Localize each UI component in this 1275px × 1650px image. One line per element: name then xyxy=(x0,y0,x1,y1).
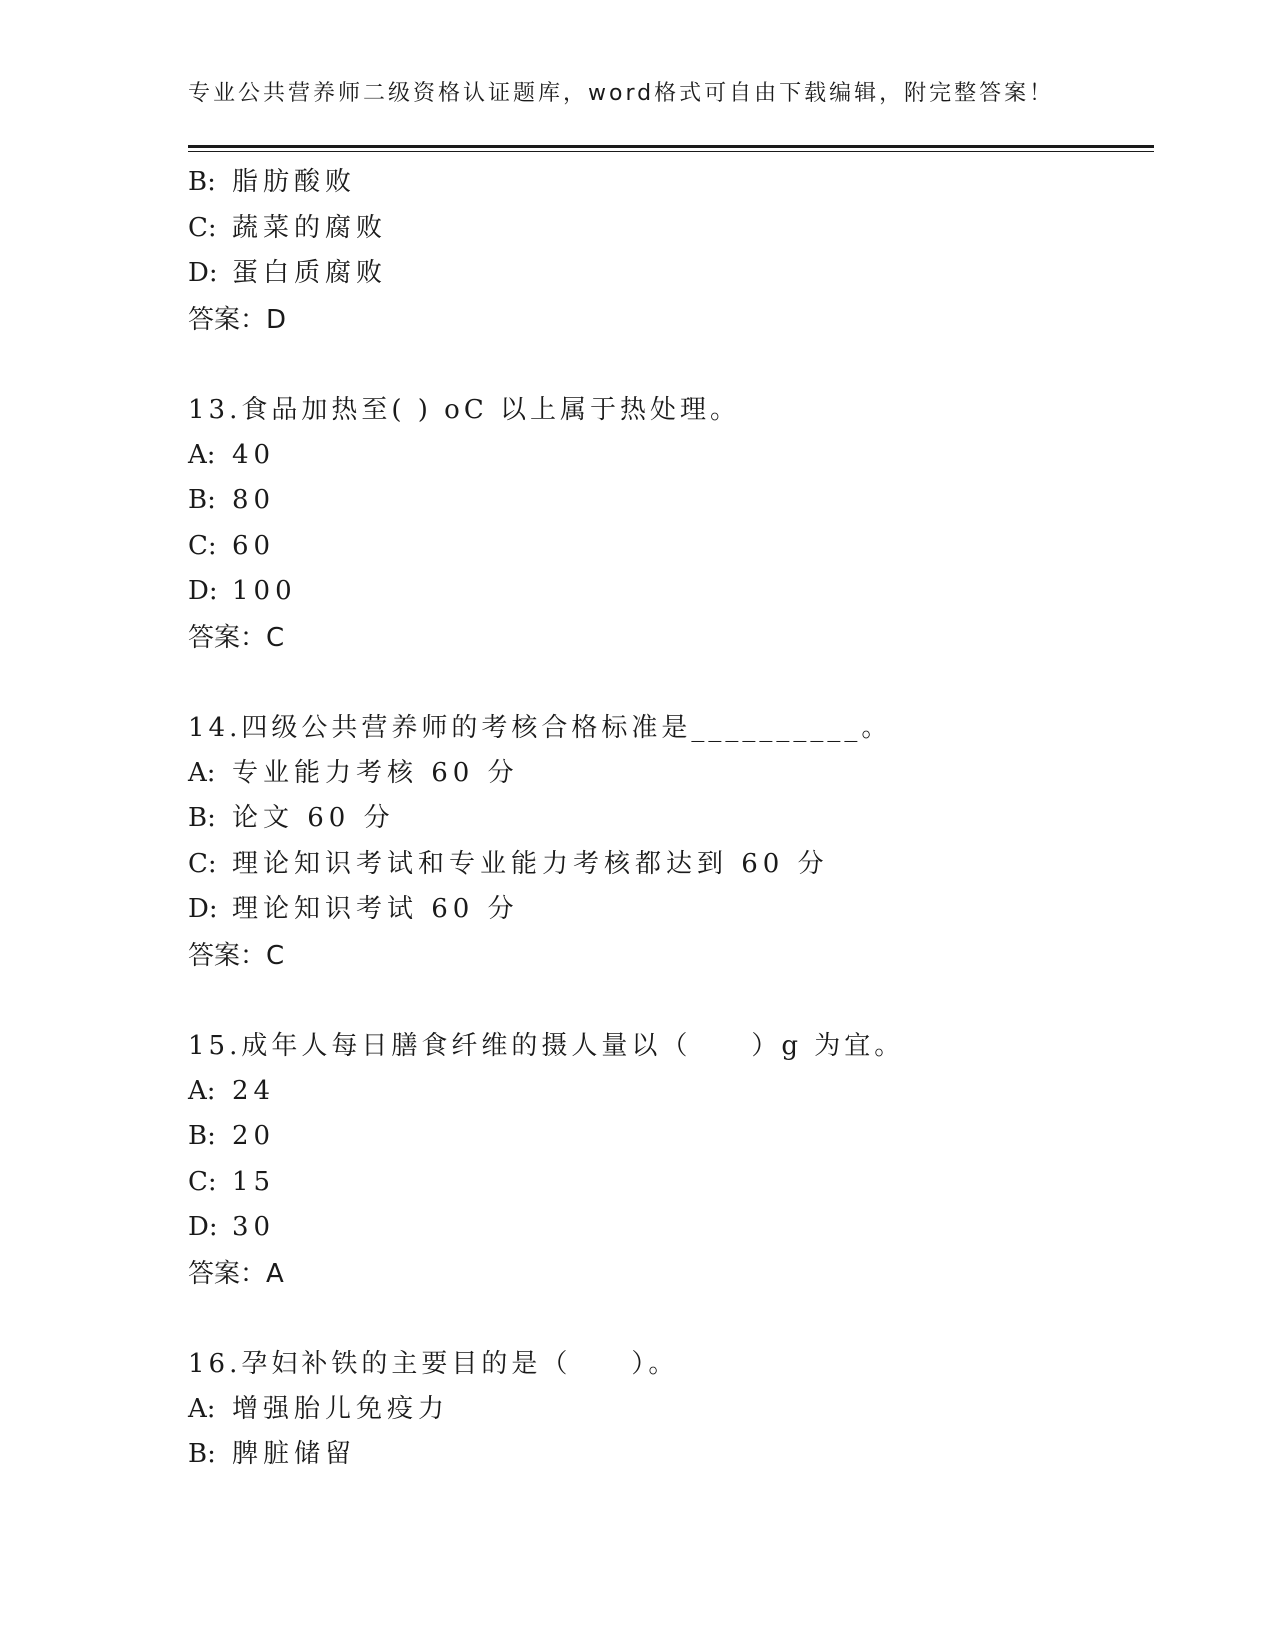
option-label: C: xyxy=(188,530,217,561)
spacer xyxy=(188,661,1154,705)
option-label: A: xyxy=(188,439,216,470)
spacer xyxy=(188,343,1154,387)
option-line xyxy=(188,1387,1154,1433)
option-label: A: xyxy=(188,757,216,788)
option-text: 30 xyxy=(232,1212,276,1242)
option-label: B: xyxy=(188,167,216,197)
option-line xyxy=(188,796,1154,842)
option-text: 15 xyxy=(232,1166,276,1197)
option-line xyxy=(188,1432,1154,1478)
question-stem: 14.四级公共营养师的考核合格标准是__________。 xyxy=(188,712,892,743)
option-text: 20 xyxy=(232,1121,276,1151)
option-line xyxy=(188,524,1154,570)
question-stem: 13.食品加热至( ) oC 以上属于热处理。 xyxy=(188,394,740,425)
option-text: 论文 60 分 xyxy=(232,803,395,833)
option-label: B: xyxy=(188,1439,216,1469)
option-line xyxy=(188,842,1154,888)
header-rule-thick xyxy=(188,145,1154,148)
option-label: C: xyxy=(188,212,217,243)
question-stem: 15.成年人每日膳食纤维的摄人量以（ ）g 为宜。 xyxy=(188,1030,905,1061)
option-line xyxy=(188,887,1154,933)
option-line xyxy=(188,206,1154,252)
option-label: A: xyxy=(188,1075,216,1106)
option-text: 脾脏储留 xyxy=(232,1439,357,1469)
answer-line: 答案：C xyxy=(188,622,285,653)
option-text: 蔬菜的腐败 xyxy=(232,212,388,243)
option-text: 脂肪酸败 xyxy=(232,167,357,197)
option-label: D: xyxy=(188,576,218,606)
option-text: 专业能力考核 60 分 xyxy=(232,757,519,788)
option-label: B: xyxy=(188,485,216,515)
page-header: 专业公共营养师二级资格认证题库，word格式可自由下载编辑，附完整答案！ xyxy=(188,81,1055,106)
option-text: 40 xyxy=(232,439,276,470)
option-line xyxy=(188,1114,1154,1160)
answer-line: 答案：A xyxy=(188,1258,284,1289)
header-rule-thin xyxy=(188,151,1154,152)
document-body xyxy=(188,160,1154,1478)
option-label: A: xyxy=(188,1393,216,1424)
answer-line: 答案：D xyxy=(188,304,287,335)
option-line xyxy=(188,251,1154,297)
option-line xyxy=(188,1205,1154,1251)
answer-line: 答案：C xyxy=(188,940,285,971)
option-text: 100 xyxy=(232,576,297,606)
spacer xyxy=(188,979,1154,1023)
option-text: 理论知识考试 60 分 xyxy=(232,894,519,924)
option-line xyxy=(188,1069,1154,1115)
option-line xyxy=(188,751,1154,797)
option-text: 24 xyxy=(232,1075,276,1106)
option-text: 80 xyxy=(232,485,276,515)
option-text: 60 xyxy=(232,530,276,561)
option-line xyxy=(188,160,1154,206)
option-line xyxy=(188,569,1154,615)
option-label: D: xyxy=(188,1212,218,1242)
option-label: B: xyxy=(188,1121,216,1151)
option-text: 蛋白质腐败 xyxy=(232,258,388,288)
option-line xyxy=(188,433,1154,479)
option-label: D: xyxy=(188,258,218,288)
option-line xyxy=(188,1160,1154,1206)
option-text: 增强胎儿免疫力 xyxy=(232,1393,450,1424)
question-stem: 16.孕妇补铁的主要目的是（ ）。 xyxy=(188,1348,679,1379)
spacer xyxy=(188,1297,1154,1341)
option-label: D: xyxy=(188,894,218,924)
option-line xyxy=(188,478,1154,524)
option-label: C: xyxy=(188,1166,217,1197)
option-text: 理论知识考试和专业能力考核都达到 60 分 xyxy=(232,848,829,879)
option-label: C: xyxy=(188,848,217,879)
option-label: B: xyxy=(188,803,216,833)
